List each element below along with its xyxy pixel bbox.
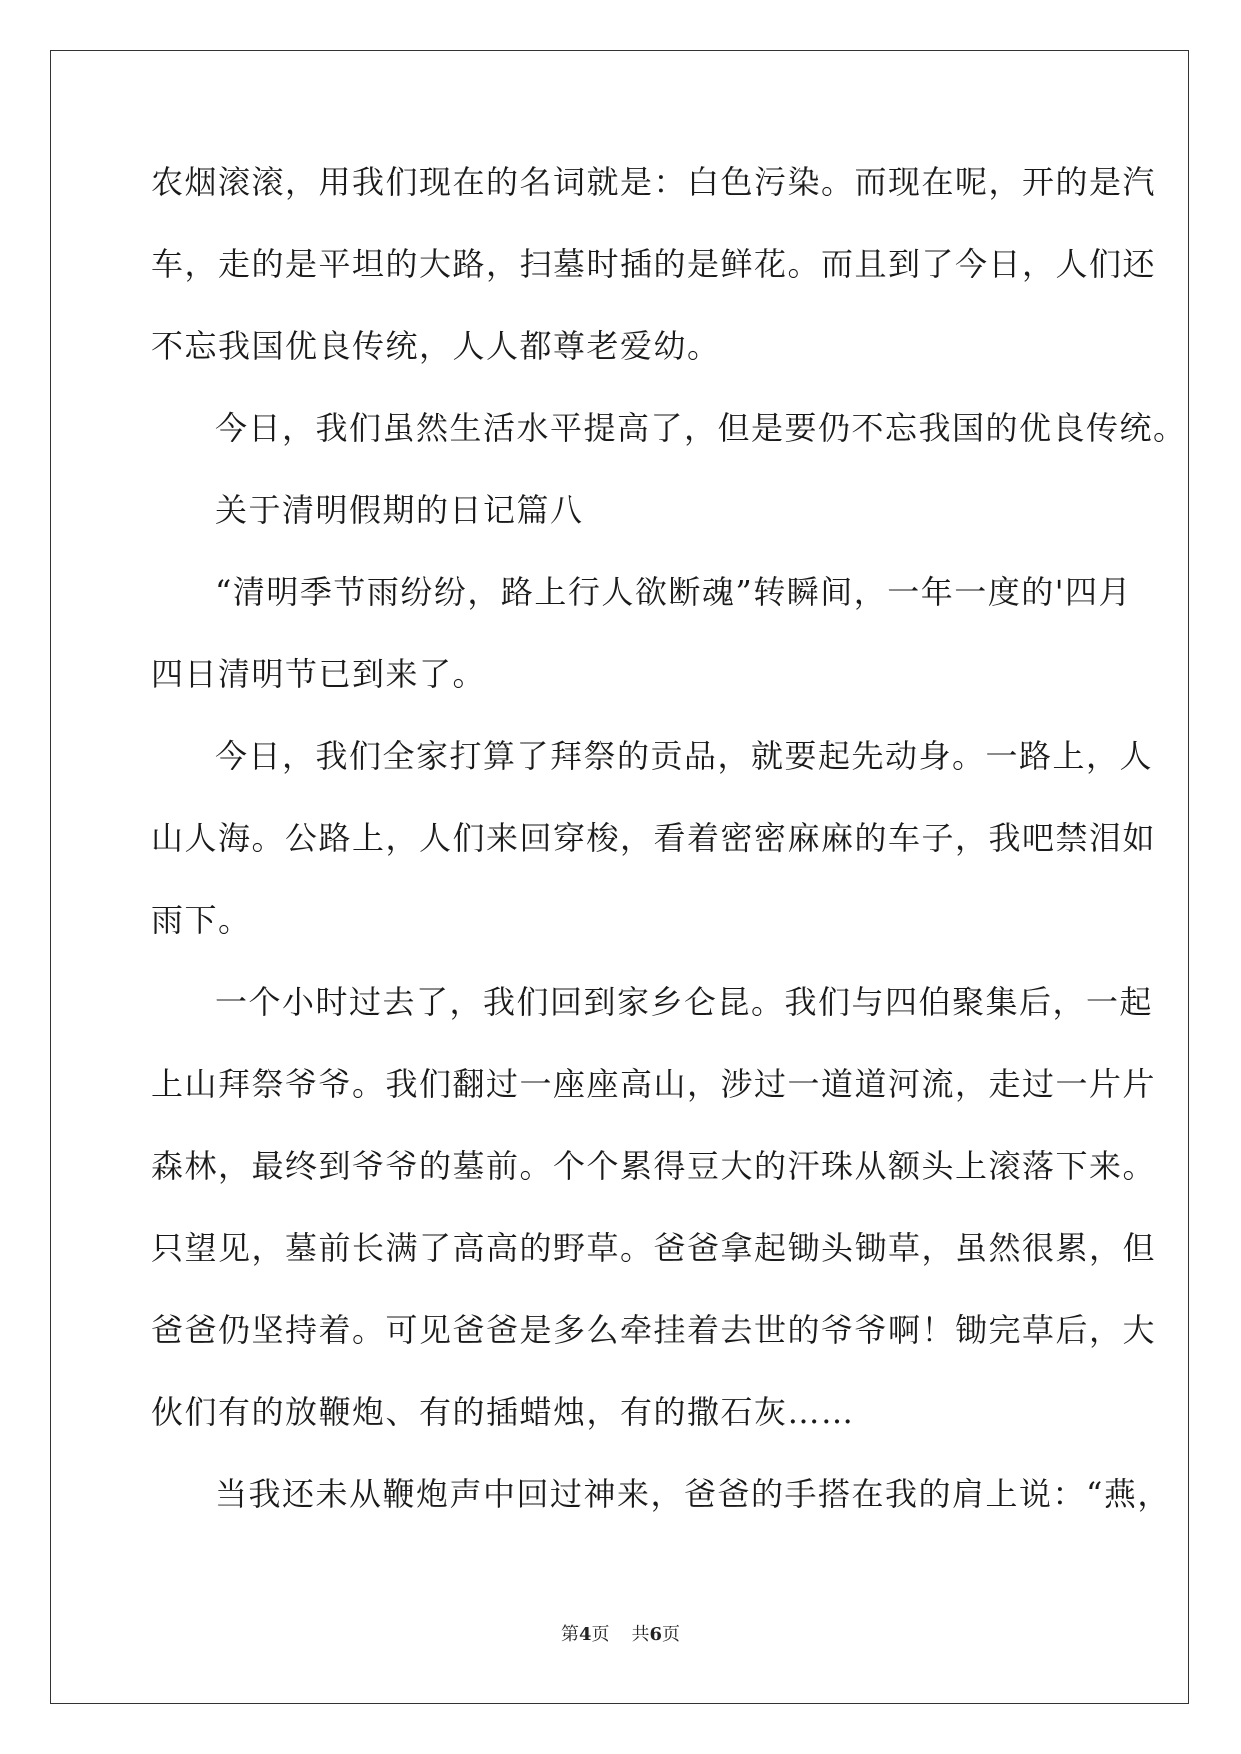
total-page-count: 6 (649, 1624, 663, 1645)
page-footer (0, 1620, 1241, 1646)
text-line-14: 只望见，墓前长满了高高的野草。爸爸拿起锄头锄草，虽然很累，但 (151, 1229, 1157, 1267)
text-line-10: 雨下。 (151, 901, 252, 939)
text-line-2: 车，走的是平坦的大路，扫墓时插的是鲜花。而且到了今日，人们还 (151, 245, 1157, 283)
text-line-6: “清明季节雨纷纷，路上行人欲断魂”转瞬间，一年一度的'四月 (215, 573, 1133, 611)
text-line-13: 森林，最终到爷爷的墓前。个个累得豆大的汗珠从额头上滚落下来。 (151, 1147, 1157, 1185)
text-line-12: 上山拜祭爷爷。我们翻过一座座高山，涉过一道道河流，走过一片片 (151, 1065, 1157, 1103)
section-heading: 关于清明假期的日记篇八 (215, 491, 584, 529)
current-page-number: 4 (578, 1624, 592, 1645)
text-line-17: 当我还未从鞭炮声中回过神来，爸爸的手搭在我的肩上说：“燕， (215, 1475, 1171, 1513)
text-line-1: 农烟滚滚，用我们现在的名词就是：白色污染。而现在呢，开的是汽 (151, 163, 1157, 201)
text-line-9: 山人海。公路上，人们来回穿梭，看着密密麻麻的车子，我吧禁泪如 (151, 819, 1157, 857)
document-body (151, 162, 1187, 1556)
footer-prefix: 第 (560, 1624, 579, 1645)
footer-total-prefix: 共 (631, 1624, 650, 1645)
text-line-15: 爸爸仍坚持着。可见爸爸是多么牵挂着去世的爷爷啊！锄完草后，大 (151, 1311, 1157, 1349)
text-line-11: 一个小时过去了，我们回到家乡仑昆。我们与四伯聚集后，一起 (215, 983, 1154, 1021)
text-line-4: 今日，我们虽然生活水平提高了，但是要仍不忘我国的优良传统。 (215, 409, 1187, 447)
text-line-7: 四日清明节已到来了。 (151, 655, 487, 693)
text-line-8: 今日，我们全家打算了拜祭的贡品，就要起先动身。一路上，人 (215, 737, 1154, 775)
footer-total-suffix: 页 (662, 1624, 681, 1645)
footer-page-suffix: 页 (591, 1624, 610, 1645)
text-line-3: 不忘我国优良传统，人人都尊老爱幼。 (151, 327, 721, 365)
text-line-16: 伙们有的放鞭炮、有的插蜡烛，有的撒石灰…… (151, 1393, 855, 1431)
